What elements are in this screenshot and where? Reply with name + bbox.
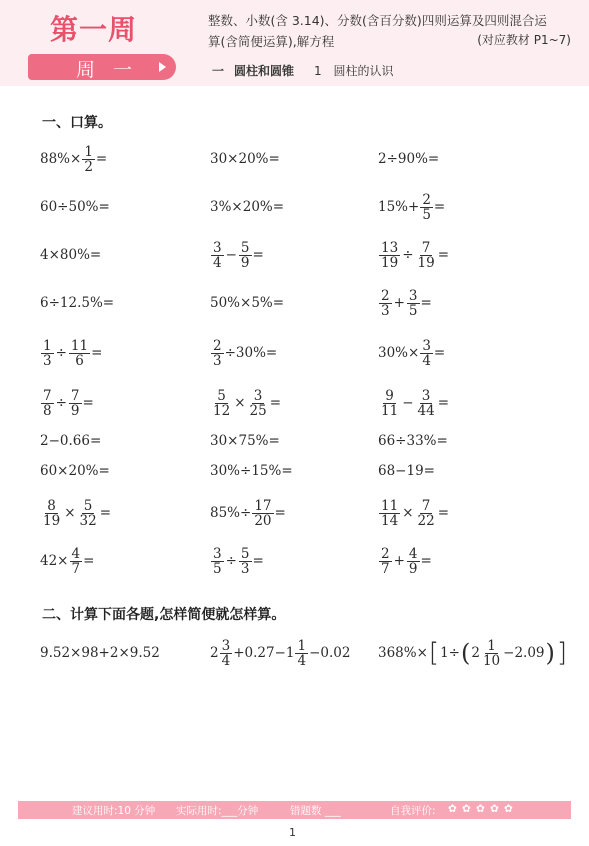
numerator: 3: [422, 337, 431, 354]
unit-number: 一: [212, 64, 225, 78]
operator: ×: [402, 505, 414, 521]
problem: [378, 498, 449, 528]
denominator: 7: [71, 560, 81, 577]
textbook-reference: (对应教材 P1~7): [477, 33, 571, 47]
flower-icon: ✿: [490, 803, 499, 815]
unit-line: [212, 62, 394, 79]
fraction: [41, 339, 54, 368]
equals: =: [252, 553, 264, 569]
denominator: 14: [381, 512, 399, 529]
numerator: 3: [213, 239, 222, 256]
problem: [40, 546, 94, 576]
expr-text: 42×: [40, 553, 69, 569]
problem: 4×80%=: [40, 247, 102, 263]
fraction: [220, 639, 233, 668]
denominator: 25: [249, 402, 267, 419]
numerator: 5: [217, 387, 226, 404]
denominator: 19: [381, 254, 399, 271]
denominator: 9: [408, 560, 418, 577]
expr-text: 368%×: [378, 645, 428, 661]
operator: ÷: [55, 345, 67, 361]
problem: [210, 498, 286, 528]
problem: 2−0.66=: [40, 433, 102, 449]
fraction: [420, 193, 433, 222]
fraction: [420, 339, 433, 368]
equals: =: [252, 247, 264, 263]
numerator: 4: [71, 545, 81, 562]
fraction: [379, 499, 400, 528]
problem: [378, 388, 449, 418]
denominator: 3: [213, 352, 222, 369]
problem: 60÷50%=: [40, 199, 110, 215]
fraction: [416, 241, 437, 270]
problem: [378, 192, 445, 222]
denominator: 6: [75, 352, 84, 369]
actual-time: 实际用时:___分钟: [176, 805, 259, 817]
problem: [378, 638, 568, 668]
denominator: 9: [70, 402, 80, 419]
footer-bar: [18, 801, 571, 819]
denominator: 32: [79, 512, 97, 529]
expr-text: 1÷: [440, 645, 460, 661]
denominator: 5: [422, 206, 431, 223]
fraction: [239, 547, 252, 576]
equals: =: [437, 505, 449, 521]
problem: 30%÷15%=: [210, 463, 293, 479]
fraction: [379, 547, 392, 576]
numerator: 17: [254, 497, 272, 514]
problem: [210, 338, 277, 368]
numerator: 3: [421, 387, 431, 404]
section-title-calc: 二、计算下面各题,怎样简便就怎样算。: [42, 607, 286, 623]
fraction: [211, 241, 224, 270]
self-evaluation-label: 自我评价:: [390, 805, 436, 817]
operator: +: [393, 553, 405, 569]
equals: =: [437, 247, 449, 263]
expr-text: 30%×: [378, 345, 420, 361]
problem: 30×20%=: [210, 151, 280, 167]
denominator: 4: [213, 254, 222, 271]
numerator: 1: [43, 337, 52, 354]
expr-text: 85%÷: [210, 505, 252, 521]
fraction: [82, 145, 95, 174]
problem: 50%×5%=: [210, 295, 285, 311]
numerator: 11: [70, 337, 89, 354]
problem: 3%×20%=: [210, 199, 285, 215]
denominator: 5: [213, 560, 222, 577]
numerator: 3: [408, 287, 418, 304]
numerator: 2: [381, 545, 390, 562]
expr-text: +0.27−1: [233, 645, 295, 661]
fraction: [211, 339, 224, 368]
problem: 66÷33%=: [378, 433, 448, 449]
denominator: 8: [43, 402, 52, 419]
numerator: 2: [422, 191, 431, 208]
problem: [40, 144, 107, 174]
equals: =: [433, 345, 446, 361]
operator: ÷: [55, 395, 67, 411]
denominator: 11: [381, 402, 399, 419]
lesson-number: 1: [314, 64, 322, 78]
operator: ÷: [225, 553, 237, 569]
expr-text: 88%×: [40, 151, 82, 167]
numerator: 3: [253, 387, 263, 404]
denominator: 7: [381, 560, 390, 577]
denominator: 9: [240, 254, 250, 271]
fraction: [41, 499, 62, 528]
day-label: 周 一: [76, 59, 139, 81]
fraction: [248, 389, 269, 418]
denominator: 4: [221, 652, 231, 669]
fraction: [239, 241, 252, 270]
fraction: [481, 639, 502, 668]
problem: [210, 638, 350, 668]
whole-number: 2: [210, 645, 219, 661]
flower-icon: ✿: [476, 803, 485, 815]
fraction: [407, 547, 420, 576]
problem: 6÷12.5%=: [40, 295, 115, 311]
operator: −: [402, 395, 414, 411]
numerator: 3: [221, 637, 231, 654]
week-title: 第一周: [50, 13, 138, 46]
right-bracket: ]: [556, 638, 568, 668]
denominator: 5: [408, 302, 418, 319]
numerator: 9: [385, 387, 394, 404]
denominator: 10: [482, 652, 501, 669]
error-count: 错题数 ___: [290, 805, 341, 817]
arrow-right-icon: [159, 62, 166, 72]
operator: ×: [64, 505, 76, 521]
fraction: [252, 499, 273, 528]
equals: =: [83, 553, 95, 569]
numerator: 3: [213, 545, 222, 562]
expr-text: 15%+: [378, 199, 420, 215]
page-header: [0, 0, 589, 86]
numerator: 2: [381, 287, 390, 304]
denominator: 19: [417, 254, 435, 271]
operator: −: [225, 247, 237, 263]
fraction: [379, 241, 400, 270]
numerator: 11: [381, 497, 399, 514]
problem: [40, 338, 102, 368]
flower-icon: ✿: [448, 803, 457, 815]
right-paren: ): [545, 639, 555, 667]
equals: =: [433, 199, 446, 215]
fraction: [70, 547, 83, 576]
suggested-time: 建议用时:10 分钟: [72, 805, 156, 817]
numerator: 7: [43, 387, 52, 404]
numerator: 2: [213, 337, 222, 354]
whole-number: 2: [471, 645, 480, 661]
problem: [378, 338, 445, 368]
left-paren: (: [460, 639, 471, 667]
fraction: [41, 389, 54, 418]
numerator: 7: [421, 239, 431, 256]
denominator: 12: [213, 402, 231, 419]
equals: =: [420, 553, 432, 569]
operator: ÷: [402, 247, 414, 263]
equals: =: [437, 395, 449, 411]
problem: [210, 240, 264, 270]
fraction: [211, 547, 224, 576]
problem: [378, 288, 432, 318]
fraction: [416, 389, 437, 418]
equals: =: [420, 295, 432, 311]
equals: =: [274, 505, 286, 521]
flower-icon: ✿: [462, 803, 471, 815]
day-tab: [28, 54, 176, 80]
problem: 60×20%=: [40, 463, 110, 479]
left-bracket: [: [428, 638, 440, 668]
fraction: [78, 499, 99, 528]
operator: ×: [234, 395, 246, 411]
numerator: 1: [487, 637, 496, 654]
expr-text: ÷30%=: [224, 345, 278, 361]
denominator: 44: [417, 402, 435, 419]
numerator: 5: [240, 239, 250, 256]
problem: [210, 546, 264, 576]
problem: 9.52×98+2×9.52: [40, 645, 160, 661]
fraction: [379, 289, 392, 318]
equals: =: [99, 505, 111, 521]
numerator: 5: [83, 497, 93, 514]
numerator: 7: [70, 387, 80, 404]
topic-line-1: 整数、小数(含 3.14)、分数(含百分数)四则运算及四则混合运: [208, 13, 547, 28]
unit-name: 圆柱和圆锥: [234, 64, 295, 78]
expr-text: −2.09: [503, 645, 545, 661]
denominator: 20: [254, 512, 272, 529]
denominator: 3: [381, 302, 390, 319]
expr-text: −0.02: [309, 645, 351, 661]
problem: 2÷90%=: [378, 151, 440, 167]
page-number: 1: [289, 826, 296, 839]
numerator: 4: [408, 545, 418, 562]
equals: =: [269, 395, 281, 411]
problem: [210, 388, 281, 418]
denominator: 19: [43, 512, 61, 529]
fraction: [69, 339, 90, 368]
fraction: [407, 289, 420, 318]
problem: 68−19=: [378, 463, 435, 479]
equals: =: [82, 395, 94, 411]
denominator: 3: [240, 560, 250, 577]
denominator: 3: [43, 352, 52, 369]
numerator: 13: [381, 239, 399, 256]
numerator: 5: [240, 545, 250, 562]
fraction: [211, 389, 232, 418]
problem: 30×75%=: [210, 433, 280, 449]
flower-icon: ✿: [504, 803, 513, 815]
numerator: 1: [84, 143, 93, 160]
denominator: 4: [297, 652, 307, 669]
problem: [40, 498, 111, 528]
problem: [40, 388, 94, 418]
numerator: 7: [421, 497, 431, 514]
numerator: 1: [297, 637, 307, 654]
denominator: 22: [417, 512, 435, 529]
problem: [378, 240, 449, 270]
section-title-oral: 一、口算。: [42, 115, 112, 131]
numerator: 8: [47, 497, 56, 514]
fraction: [69, 389, 82, 418]
fraction: [379, 389, 400, 418]
denominator: 2: [84, 158, 93, 175]
operator: +: [393, 295, 405, 311]
denominator: 4: [422, 352, 431, 369]
fraction: [295, 639, 308, 668]
equals: =: [95, 151, 108, 167]
fraction: [416, 499, 437, 528]
topic-line-2: 算(含简便运算),解方程: [208, 34, 335, 49]
equals: =: [91, 345, 103, 361]
problem: [378, 546, 432, 576]
lesson-name: 圆柱的认识: [333, 64, 394, 78]
